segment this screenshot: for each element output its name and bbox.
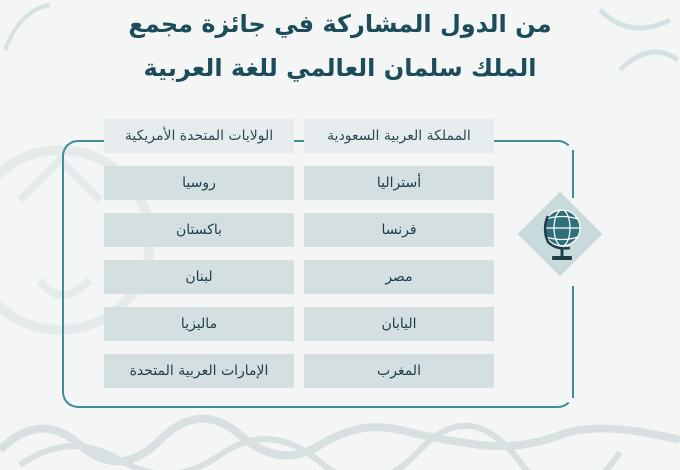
country-cell: اليابان [304, 307, 494, 341]
country-cell: ماليزيا [104, 307, 294, 341]
frame-divider [572, 286, 574, 398]
globe-icon [512, 186, 608, 282]
country-cell: أستراليا [304, 166, 494, 200]
title-line-2: الملك سلمان العالمي للغة العربية [143, 54, 537, 82]
country-header-right: المملكة العربية السعودية [304, 119, 494, 153]
country-cell: روسيا [104, 166, 294, 200]
page-title [0, 2, 680, 90]
country-cell: باكستان [104, 213, 294, 247]
title-line-1: من الدول المشاركة في جائزة مجمع [128, 10, 552, 38]
country-header-left: الولايات المتحدة الأمريكية [104, 119, 294, 153]
country-cell: فرنسا [304, 213, 494, 247]
country-cell: مصر [304, 260, 494, 294]
country-cell: المغرب [304, 354, 494, 388]
country-cell: لبنان [104, 260, 294, 294]
country-cell: الإمارات العربية المتحدة [104, 354, 294, 388]
